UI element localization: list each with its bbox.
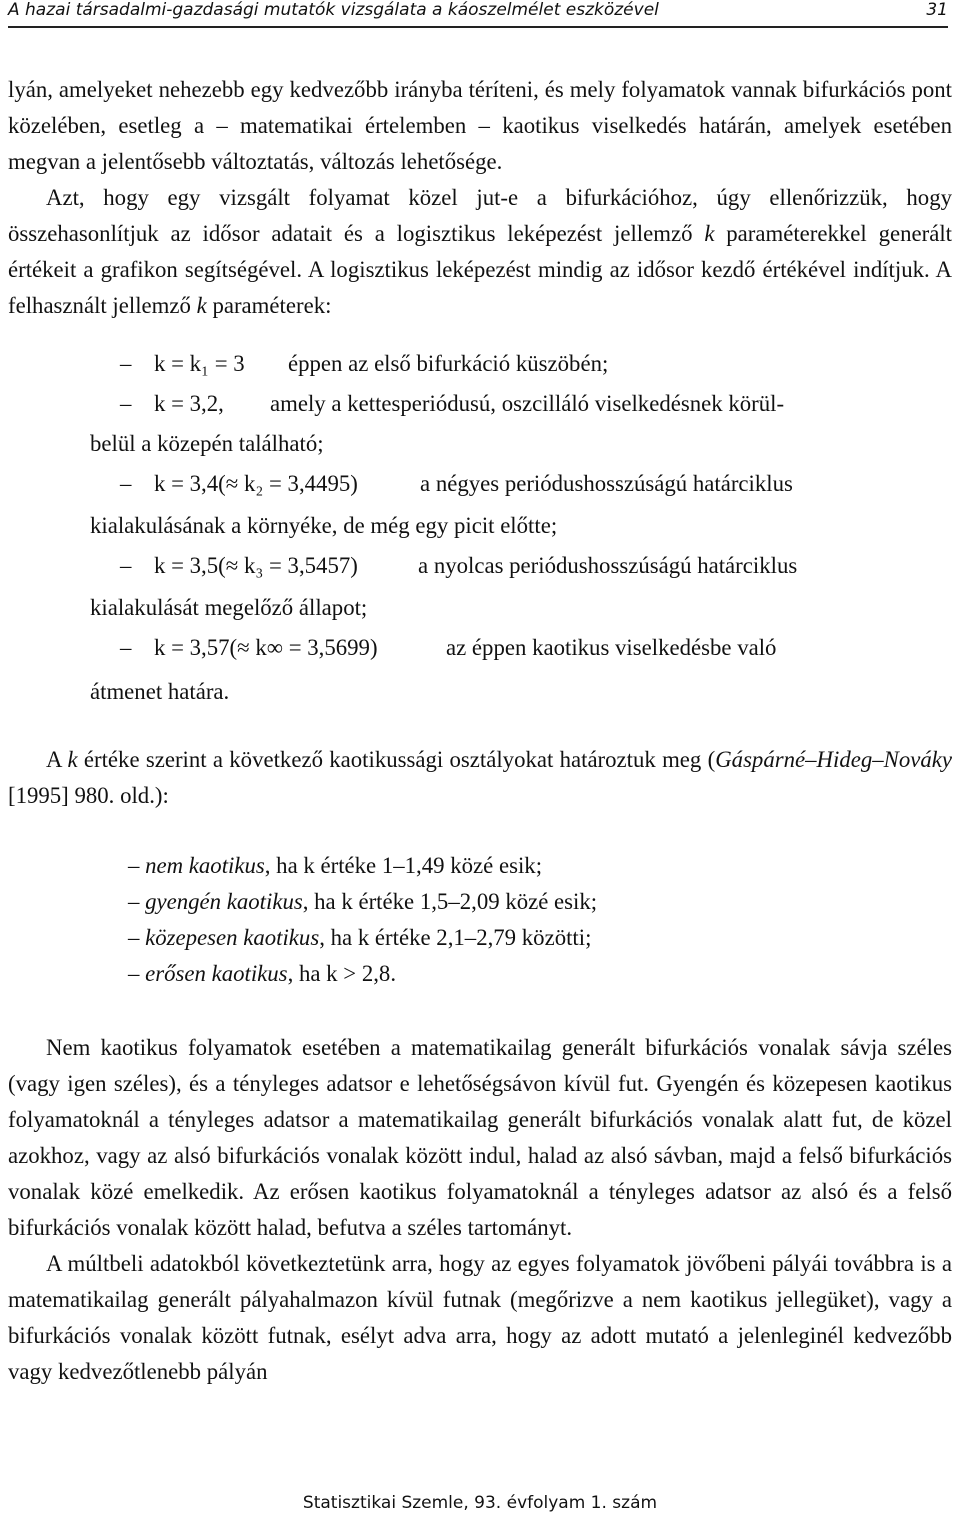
param-formula-line: – k = k₁ = 3 éppen az első bifurkáció küszöbén; [8, 344, 952, 384]
param-continuation: belül a közepén található; [90, 431, 324, 456]
param-formula: k = 3,5(≈ k₃ = 3,5457) [154, 553, 358, 578]
param-formula: k = k₁ = 3 [154, 351, 245, 376]
citation-authors: Gáspárné–Hideg–Nováky [715, 747, 952, 772]
running-header [8, 0, 948, 28]
list-item: – nem kaotikus, ha k értéke 1–1,49 közé esik; [128, 853, 543, 878]
chaos-class-list [128, 848, 952, 992]
param-continuation: átmenet határa. [90, 679, 230, 704]
classes-intro: A k értéke szerint a következő kaotikussági osztályokat határoztuk meg (Gáspárné–Hideg–Nováky [1995] 980. old.): [8, 747, 952, 808]
list-item: – gyengén kaotikus, ha k értéke 1,5–2,09 közé esik; [128, 889, 598, 914]
param-desc: amely a kettesperiódusú, oszcilláló viselkedésnek körül- [270, 391, 785, 416]
paragraph-4: A múltbeli adatokból következtetünk arra, hogy az egyes folyamatok jövőbeni pályái továbbra is a matematikailag generált pályahalmazon kívül futnak (megőrizve a nem kaotikus jellegüket), vagy a bifurkációs vonalak között futnak, esélyt adva arra, hogy az adott mutató a jelenleginél kedvezőbb vagy kedvezőtlenebb pályán [8, 1251, 952, 1384]
param-formula-line: – k = 3,5(≈ k₃ = 3,5457) a nyolcas periódushosszúságú határciklus [8, 546, 952, 588]
param-formula-line: – k = 3,57(≈ k∞ = 3,5699) az éppen kaotikus viselkedésbe való [8, 628, 952, 672]
paragraph-3: Nem kaotikus folyamatok esetében a matematikailag generált bifurkációs vonalak sávja széles (vagy igen széles), és a tényleges adatsor e lehetőségsávon kívül fut. Gyengén és közepesen kaotikus folyamatoknál a tényleges adatsor a matematikailag generált bifurkációs vonalak alatt fut, de közel azokhoz, vagy az alsó bifurkációs vonalak között indul, halad az alsó sávban, majd a felső bifurkációs vonalak közé emelkedik. Az erősen kaotikus folyamatoknál a tényleges adatsor az alsó és a felső bifurkációs vonalak között halad, befutva a széles tartományt. [8, 1035, 952, 1240]
list-item: – közepesen kaotikus, ha k értéke 2,1–2,79 közötti; [128, 925, 592, 950]
param-desc: éppen az első bifurkáció küszöbén; [288, 351, 609, 376]
param-desc: a négyes periódushosszúságú határciklus [420, 471, 793, 496]
param-continuation: kialakulását megelőző állapot; [90, 595, 368, 620]
page-body [8, 72, 952, 1390]
parameter-list [8, 344, 952, 712]
param-formula: k = 3,2, [154, 391, 224, 416]
running-title: A hazai társadalmi-gazdasági mutatók vizsgálata a káoszelmélet eszközével [8, 0, 659, 20]
param-formula-line: – k = 3,2, amely a kettesperiódusú, oszcilláló viselkedésnek körül- [8, 384, 952, 424]
param-continuation: kialakulásának a környéke, de még egy picit előtte; [90, 513, 558, 538]
param-formula-line: – k = 3,4(≈ k₂ = 3,4495) a négyes periódushosszúságú határciklus [8, 464, 952, 506]
journal-footer: Statisztikai Szemle, 93. évfolyam 1. szám [302, 1493, 658, 1513]
paragraph-1: lyán, amelyeket nehezebb egy kedvezőbb irányba téríteni, és mely folyamatok vannak bifurkációs pont közelében, esetleg a – matematikai értelemben – kaotikus viselkedés határán, amelyek esetében megvan a jelentősebb változtatás, változás lehetősége. [8, 77, 952, 174]
param-formula: k = 3,57(≈ k∞ = 3,5699) [154, 635, 378, 660]
paragraph-2: Azt, hogy egy vizsgált folyamat közel jut-e a bifurkációhoz, úgy ellenőrizzük, hogy összehasonlítjuk az idősor adatait és a logisztikus leképezést jellemző k paraméterekkel generált értékeit a grafikon segítségével. A logisztikus leképezést mindig az idősor kezdő értékével indítjuk. A felhasznált jellemző k paraméterek: [8, 185, 952, 318]
param-desc: a nyolcas periódushosszúságú határciklus [418, 553, 798, 578]
list-item: – erősen kaotikus, ha k > 2,8. [128, 961, 397, 986]
param-desc: az éppen kaotikus viselkedésbe való [446, 635, 777, 660]
page-number: 31 [926, 0, 948, 20]
param-formula: k = 3,4(≈ k₂ = 3,4495) [154, 471, 358, 496]
